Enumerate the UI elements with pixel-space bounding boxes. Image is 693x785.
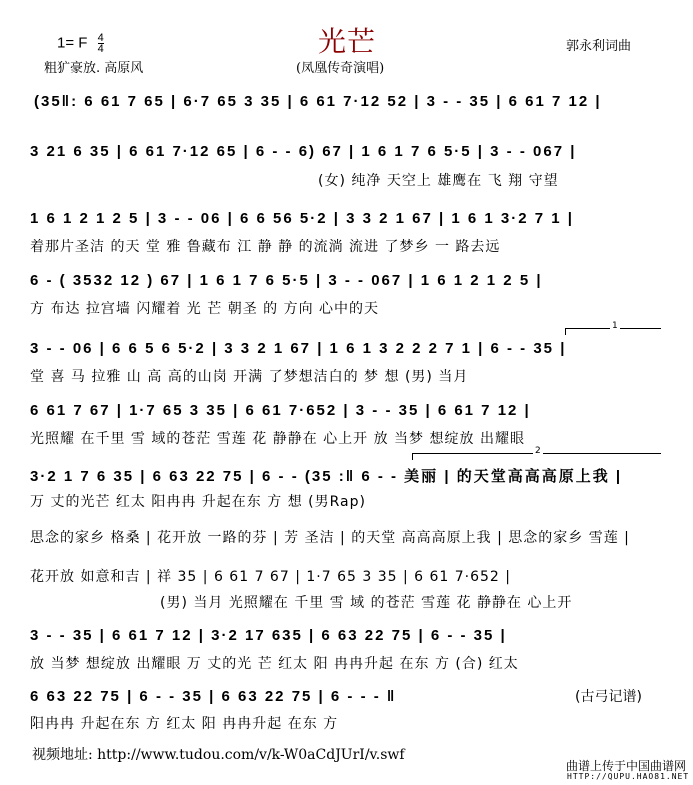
key-label: 1= F bbox=[57, 34, 88, 52]
score-row-7-notes: 3·2 1 7 6 35 | 6 63 22 75 | 6 - - (35 :‖ 6 - - 美丽 | 的天堂高高高原上我 | bbox=[30, 468, 623, 485]
score-row-4-lyrics: 方 布达 拉宫墙 闪耀着 光 芒 朝圣 的 方向 心中的天 bbox=[30, 301, 380, 317]
key-signature bbox=[57, 33, 104, 54]
score-row-2-lyrics: (女) 纯净 天空上 雄鹰在 飞 翔 守望 bbox=[318, 173, 559, 189]
volta-2-label: 2 bbox=[535, 446, 541, 456]
score-row-5-notes: 3 - - 06 | 6 6 5 6 5·2 | 3 3 2 1 67 | 1 6 1 3 2 2 2 7 1 | 6 - - 35 | bbox=[30, 340, 567, 357]
singer-credit: (凤凰传奇演唱) bbox=[296, 61, 385, 76]
score-row-11-notes: 6 63 22 75 | 6 - - 35 | 6 63 22 75 | 6 - - - ‖ bbox=[30, 688, 397, 705]
composer-credit: 郭永利词曲 bbox=[566, 39, 632, 54]
rap-row-2-lyrics: 花开放 如意和吉 | 祥 35 | 6 61 7 67 | 1·7 65 3 35 | 6 61 7·652 | bbox=[30, 569, 511, 585]
transcriber-credit: (古弓记谱) bbox=[575, 689, 642, 705]
score-row-4-notes: 6 - ( 3532 12 ) 67 | 1 6 1 7 6 5·5 | 3 - - 067 | 1 6 1 2 1 2 5 | bbox=[30, 272, 543, 289]
score-row-2-notes: 3 21 6 35 | 6 61 7·12 65 | 6 - - 6) 67 | 1 6 1 7 6 5·5 | 3 - - 067 | bbox=[30, 143, 577, 160]
score-row-6-lyrics: 光照耀 在千里 雪 域的苍茫 雪莲 花 静静在 心上开 放 当梦 想绽放 出耀眼 bbox=[30, 431, 525, 447]
volta-1-label: 1 bbox=[612, 321, 618, 331]
score-row-6-notes: 6 61 7 67 | 1·7 65 3 35 | 6 61 7·652 | 3 - - 35 | 6 61 7 12 | bbox=[30, 402, 531, 419]
score-row-3-lyrics: 着那片圣洁 的天 堂 雅 鲁藏布 江 静 静 的流淌 流进 了梦乡 一 路去远 bbox=[30, 239, 501, 255]
time-sig-top: 4 bbox=[97, 32, 104, 44]
watermark-url[interactable]: HTTP://QUPU.HAO81.NET bbox=[567, 772, 690, 781]
rap-row-1-lyrics: 思念的家乡 格桑 | 花开放 一路的芬 | 芳 圣洁 | 的天堂 高高高原上我 | 思念的家乡 雪莲 | bbox=[30, 530, 630, 546]
watermark-text: 曲谱上传于中国曲谱网 bbox=[566, 759, 687, 773]
score-row-5-lyrics: 堂 喜 马 拉雅 山 高 高的山岗 开满 了梦想洁白的 梦 想 (男) 当月 bbox=[30, 369, 469, 385]
score-row-1-notes: (35‖: 6 61 7 65 | 6·7 65 3 35 | 6 61 7·12 52 | 3 - - 35 | 6 61 7 12 | bbox=[34, 93, 602, 110]
score-row-3-notes: 1 6 1 2 1 2 5 | 3 - - 06 | 6 6 56 5·2 | 3 3 2 1 67 | 1 6 1 3·2 7 1 | bbox=[30, 210, 574, 227]
score-row-10-lyrics: 放 当梦 想绽放 出耀眼 万 丈的光 芒 红太 阳 冉冉升起 在东 方 (合) 红太 bbox=[30, 656, 519, 672]
time-signature bbox=[98, 33, 104, 54]
style-note: 粗犷豪放. 高原风 bbox=[44, 61, 144, 76]
score-row-10-notes: 3 - - 35 | 6 61 7 12 | 3·2 17 635 | 6 63 22 75 | 6 - - 35 | bbox=[30, 627, 507, 644]
song-title: 光芒 bbox=[318, 25, 377, 58]
volta-bracket-2 bbox=[412, 446, 661, 460]
rap-row-2-sub-lyrics: (男) 当月 光照耀在 千里 雪 域 的苍茫 雪莲 花 静静在 心上开 bbox=[160, 595, 573, 611]
volta-bracket-1 bbox=[565, 321, 661, 335]
score-row-11-lyrics: 阳冉冉 升起在东 方 红太 阳 冉冉升起 在东 方 bbox=[30, 716, 339, 732]
time-sig-bottom: 4 bbox=[97, 43, 104, 55]
video-url[interactable]: 视频地址: http://www.tudou.com/v/k-W0aCdJUrI/v.swf bbox=[32, 747, 405, 763]
score-row-7-lyrics: 万 丈的光芒 红太 阳冉冉 升起在东 方 想 (男Rap) bbox=[30, 494, 366, 510]
